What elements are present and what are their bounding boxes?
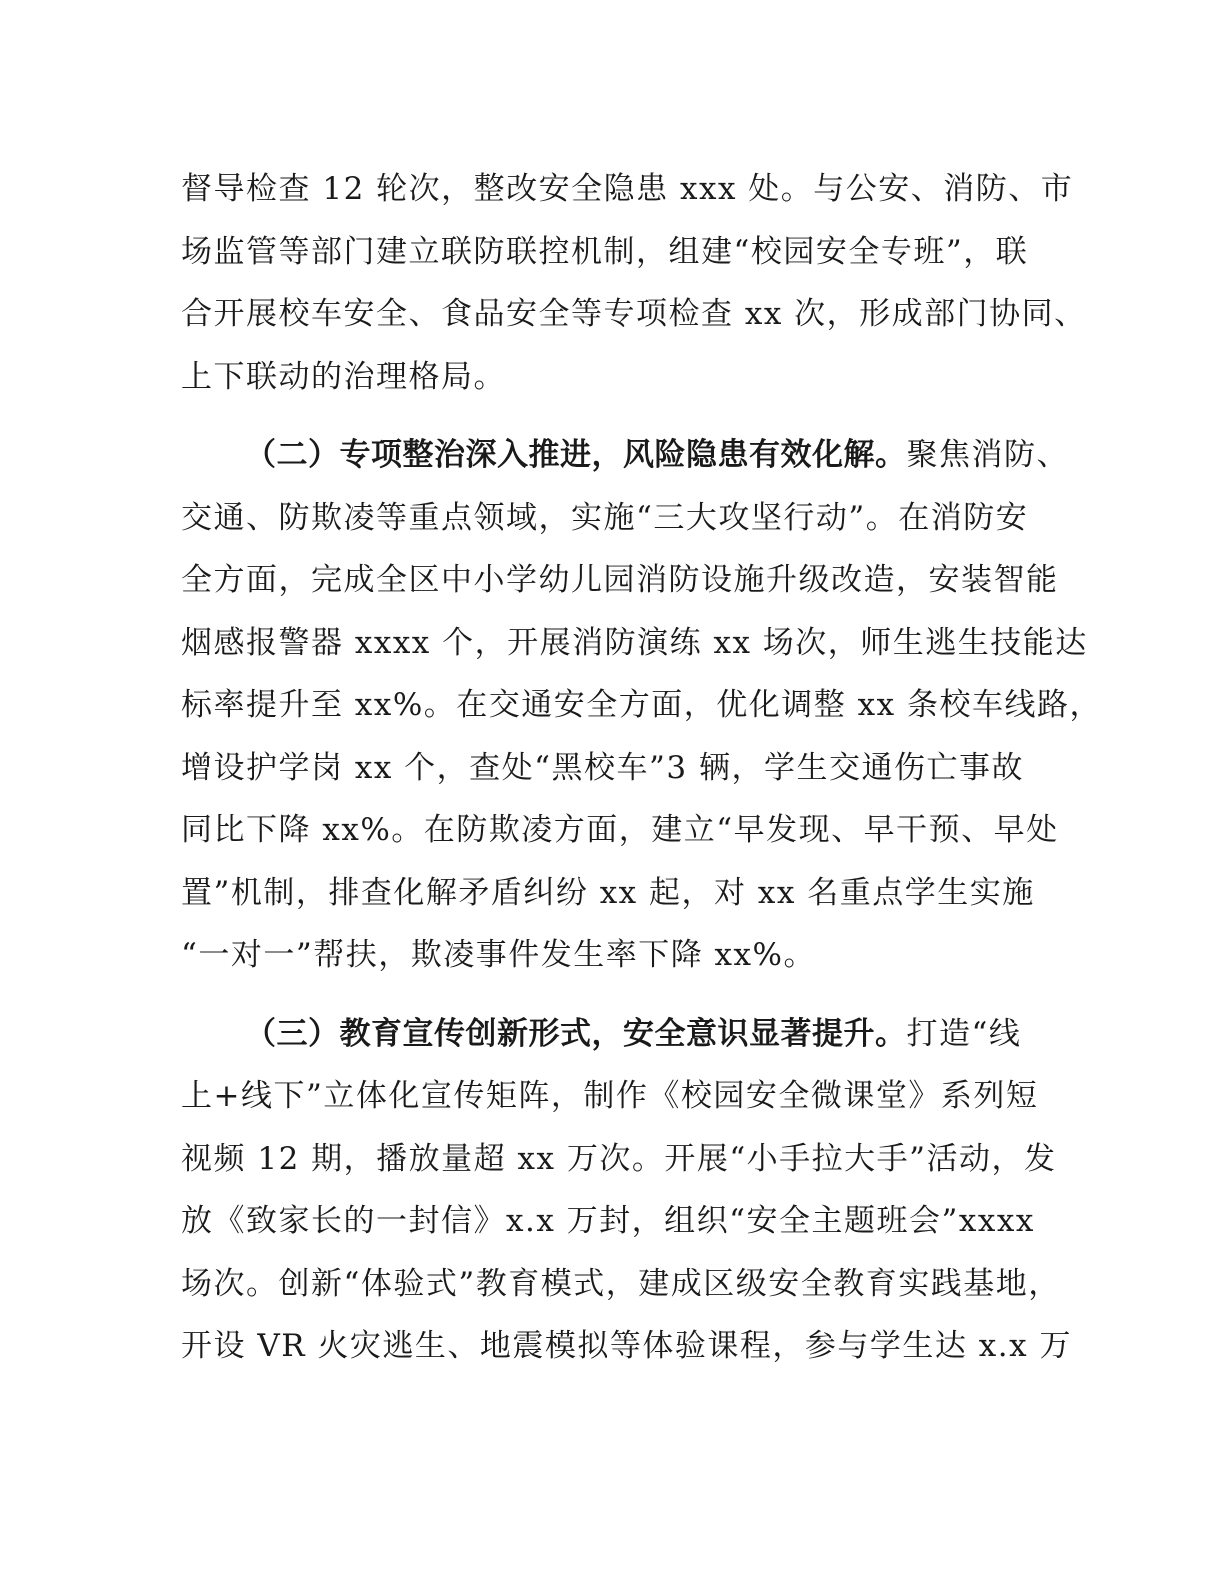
text-line: 开设 VR 火灾逃生、地震模拟等体验课程，参与学生达 x.x 万	[181, 1328, 1072, 1364]
section-heading: （三）教育宣传创新形式，安全意识显著提升。	[245, 1015, 907, 1052]
paragraph-special-rectification	[181, 424, 1102, 987]
heading-line-rest: 聚焦消防、	[906, 437, 1069, 473]
text-line: 合开展校车安全、食品安全等专项检查 xx 次，形成部门协同、	[181, 296, 1087, 332]
text-line: 上+线下”立体化宣传矩阵，制作《校园安全微课堂》系列短	[181, 1078, 1039, 1114]
text-line: 视频 12 期，播放量超 xx 万次。开展“小手拉大手”活动，发	[181, 1140, 1057, 1177]
paragraph-education-publicity	[181, 1003, 1072, 1378]
text-line: 上下联动的治理格局。	[181, 358, 506, 395]
text-line: 全方面，完成全区中小学幼儿园消防设施升级改造，安装智能	[181, 562, 1059, 598]
text-line: 增设护学岗 xx 个，查处“黑校车”3 辆，学生交通伤亡事故	[181, 749, 1024, 786]
text-line: “一对一”帮扶，欺凌事件发生率下降 xx%。	[181, 937, 816, 973]
text-line: 场监管等部门建立联防联控机制，组建“校园安全专班”，联	[181, 233, 1029, 270]
heading-line-rest: 打造“线	[906, 1015, 1022, 1052]
paragraph-continuation	[181, 158, 1087, 408]
text-line: 督导检查 12 轮次，整改安全隐患 xxx 处。与公安、消防、市	[181, 171, 1074, 207]
text-line: 放《致家长的一封信》x.x 万封，组织“安全主题班会”xxxx	[181, 1203, 1035, 1239]
text-line: 烟感报警器 xxxx 个，开展消防演练 xx 场次，师生逃生技能达	[181, 624, 1088, 661]
text-line	[181, 1003, 1061, 1066]
text-line: 同比下降 xx%。在防欺凌方面，建立“早发现、早干预、早处	[181, 812, 1059, 848]
section-heading: （二）专项整治深入推进，风险隐患有效化解。	[245, 437, 907, 473]
text-line: 交通、防欺凌等重点领域，实施“三大攻坚行动”。在消防安	[181, 499, 1029, 536]
text-line: 场次。创新“体验式”教育模式，建成区级安全教育实践基地，	[181, 1265, 1061, 1302]
text-line: 标率提升至 xx%。在交通安全方面，优化调整 xx 条校车线路，	[181, 687, 1102, 723]
text-line	[181, 424, 1069, 487]
document-body	[181, 158, 1102, 1378]
text-line: 置”机制，排查化解矛盾纠纷 xx 起，对 xx 名重点学生实施	[181, 874, 1035, 911]
